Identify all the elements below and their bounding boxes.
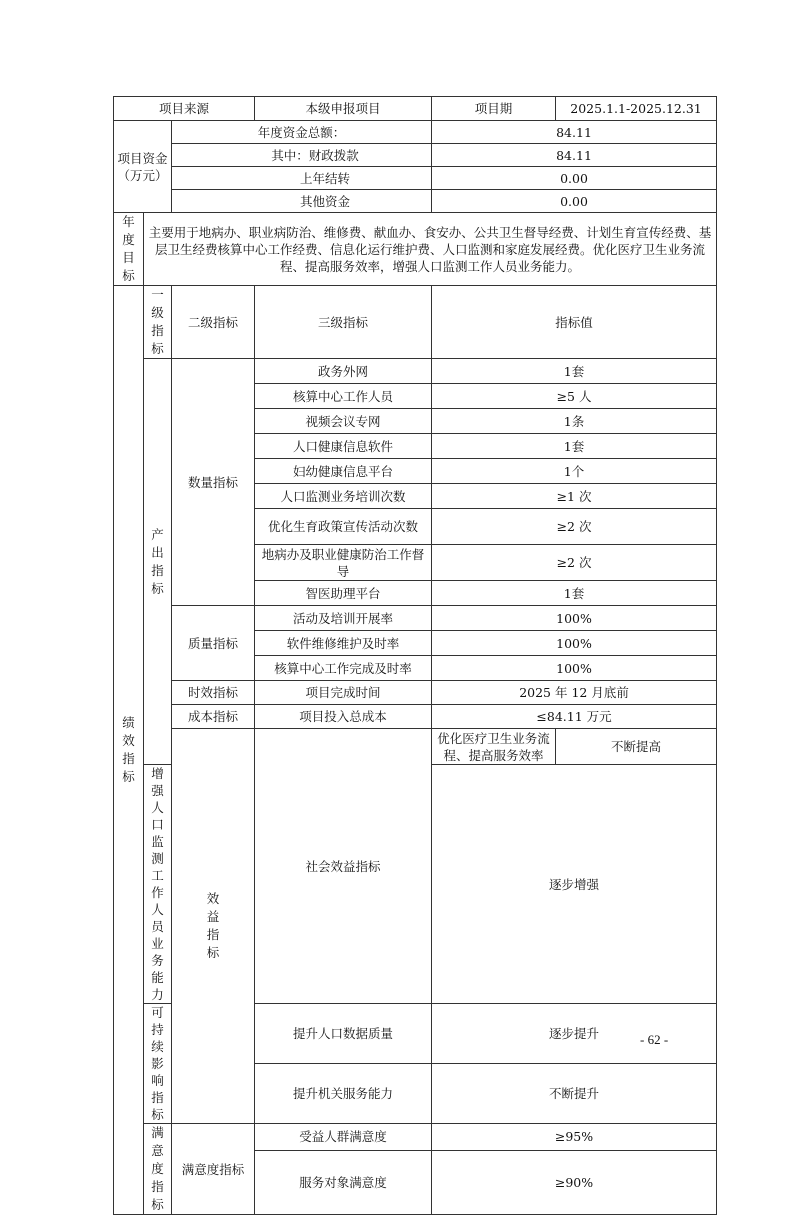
- indicator-value: 100%: [432, 606, 717, 631]
- level1-header: 一级指标: [144, 286, 172, 359]
- indicator-name: 核算中心工作人员: [255, 384, 432, 409]
- perf-label: 绩效指标: [114, 286, 144, 1215]
- indicator-name: 项目完成时间: [255, 681, 432, 705]
- indicator-name: 智医助理平台: [255, 581, 432, 606]
- funds-other-label: 其他资金: [172, 190, 432, 213]
- value-header: 指标值: [432, 286, 717, 359]
- sustain-label: 可持续影响指标: [144, 1004, 172, 1124]
- indicator-value: 1套: [432, 434, 717, 459]
- indicator-name: 优化医疗卫生业务流程、提高服务效率: [432, 729, 556, 765]
- satisfaction-sub-label: 满意度指标: [172, 1124, 255, 1215]
- indicator-value: 逐步提升: [432, 1004, 717, 1064]
- indicator-name: 地病办及职业健康防治工作督导: [255, 545, 432, 581]
- source-value: 本级申报项目: [255, 97, 432, 121]
- funds-label: 项目资金（万元）: [114, 121, 172, 213]
- goal-label: 年度目标: [114, 213, 144, 286]
- funds-total-value: 84.11: [432, 121, 717, 144]
- funds-fiscal-value: 84.11: [432, 144, 717, 167]
- indicator-name: 项目投入总成本: [255, 705, 432, 729]
- indicator-value: ≥5 人: [432, 384, 717, 409]
- period-label: 项目期: [432, 97, 556, 121]
- indicator-value: ≥2 次: [432, 509, 717, 545]
- goal-text: 主要用于地病办、职业病防治、维修费、献血办、食安办、公共卫生督导经费、计划生育宣传经费、基层卫生经费核算中心工作经费、信息化运行维护费、人口监测和家庭发展经费。优化医疗卫生业务流程、提高服务效率，增强人口监测工作人员业务能力。: [144, 213, 717, 286]
- indicator-name: 提升机关服务能力: [255, 1064, 432, 1124]
- indicator-name: 服务对象满意度: [255, 1150, 432, 1214]
- indicator-value: 2025 年 12 月底前: [432, 681, 717, 705]
- indicator-name: 核算中心工作完成及时率: [255, 656, 432, 681]
- indicator-value: 100%: [432, 631, 717, 656]
- indicator-value: 1条: [432, 409, 717, 434]
- indicator-value: ≥90%: [432, 1150, 717, 1214]
- funds-carryover-value: 0.00: [432, 167, 717, 190]
- indicator-name: 提升人口数据质量: [255, 1004, 432, 1064]
- indicator-name: 增强人口监测工作人员业务能力: [144, 765, 172, 1004]
- quality-label: 质量指标: [172, 606, 255, 681]
- indicator-name: 软件维修维护及时率: [255, 631, 432, 656]
- indicator-name: 人口健康信息软件: [255, 434, 432, 459]
- level3-header: 三级指标: [255, 286, 432, 359]
- indicator-name: 优化生育政策宣传活动次数: [255, 509, 432, 545]
- indicator-value: 逐步增强: [432, 765, 717, 1004]
- indicator-value: 1套: [432, 359, 717, 384]
- timeliness-label: 时效指标: [172, 681, 255, 705]
- performance-table: [113, 96, 717, 1215]
- level2-header: 二级指标: [172, 286, 255, 359]
- indicator-value: 1套: [432, 581, 717, 606]
- indicator-name: 政务外网: [255, 359, 432, 384]
- indicator-name: 活动及培训开展率: [255, 606, 432, 631]
- source-label: 项目来源: [114, 97, 255, 121]
- indicator-name: 妇幼健康信息平台: [255, 459, 432, 484]
- funds-fiscal-label: 其中：财政拨款: [172, 144, 432, 167]
- benefit-label: 效益指标: [172, 729, 255, 1124]
- satisfaction-label: 满意度指标: [144, 1124, 172, 1215]
- indicator-value: 不断提高: [556, 729, 717, 765]
- output-label: 产出指标: [144, 359, 172, 765]
- social-label: 社会效益指标: [255, 729, 432, 1004]
- funds-carryover-label: 上年结转: [172, 167, 432, 190]
- indicator-name: 视频会议专网: [255, 409, 432, 434]
- indicator-name: 受益人群满意度: [255, 1124, 432, 1151]
- indicator-value: ≥95%: [432, 1124, 717, 1151]
- cost-label: 成本指标: [172, 705, 255, 729]
- quantity-label: 数量指标: [172, 359, 255, 606]
- funds-other-value: 0.00: [432, 190, 717, 213]
- indicator-value: 100%: [432, 656, 717, 681]
- indicator-value: 1个: [432, 459, 717, 484]
- indicator-value: 不断提升: [432, 1064, 717, 1124]
- indicator-value: ≤84.11 万元: [432, 705, 717, 729]
- indicator-name: 人口监测业务培训次数: [255, 484, 432, 509]
- indicator-value: ≥2 次: [432, 545, 717, 581]
- indicator-value: ≥1 次: [432, 484, 717, 509]
- period-value: 2025.1.1-2025.12.31: [556, 97, 717, 121]
- page-number: - 62 -: [640, 1032, 669, 1047]
- funds-total-label: 年度资金总额：: [172, 121, 432, 144]
